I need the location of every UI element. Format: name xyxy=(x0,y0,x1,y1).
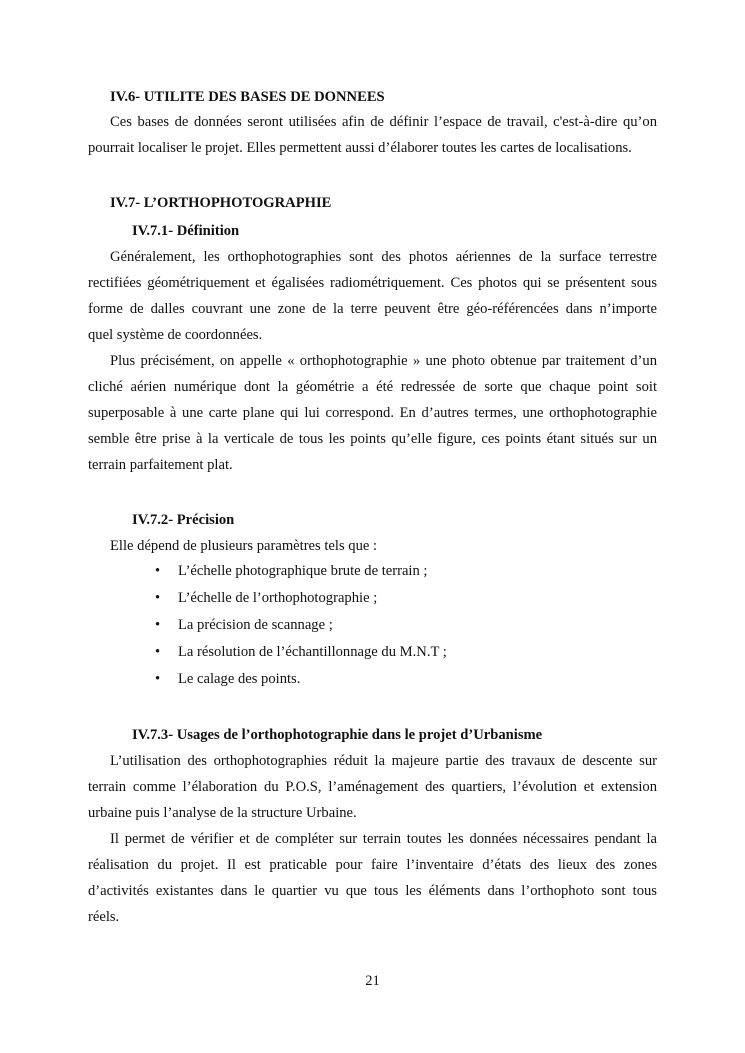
text-line: terrain parfaitement plat. xyxy=(88,457,233,473)
text-line: réalisation du projet. Il est praticable pour faire l’inventaire d’états des lieux des zones xyxy=(88,857,657,873)
text-line: Plus précisément, on appelle « orthophotographie » une photo obtenue par traitement d’un xyxy=(110,353,657,369)
paragraph-iv71-2 xyxy=(88,348,657,478)
list-item xyxy=(155,639,447,666)
text-line: rectifiées géométriquement et égalisées radiométriquement. Ces photos qui se présentent sous xyxy=(88,275,657,291)
paragraph-iv71-1 xyxy=(88,244,657,348)
heading-iv72: IV.7.2- Précision xyxy=(132,512,235,528)
text-line: quel système de coordonnées. xyxy=(88,327,263,343)
text-line: superposable à une carte plane qui lui correspond. En d’autres termes, une orthophotographie xyxy=(88,405,657,421)
list-item xyxy=(155,666,447,693)
paragraph-iv73-1 xyxy=(88,748,657,826)
bullet-icon: • xyxy=(155,590,161,606)
list-item xyxy=(155,558,447,585)
heading-iv73: IV.7.3- Usages de l’orthophotographie dans le projet d’Urbanisme xyxy=(132,727,543,743)
text-line: semble être prise à la verticale de tous les points qu’elle figure, ces points étant situés sur un xyxy=(88,431,657,447)
heading-iv71: IV.7.1- Définition xyxy=(132,223,240,239)
heading-iv7: IV.7- L’ORTHOPHOTOGRAPHIE xyxy=(110,195,332,211)
bullet-icon: • xyxy=(155,563,161,579)
text-line: Ces bases de données seront utilisées afin de définir l’espace de travail, c'est-à-dire qu’on xyxy=(110,114,657,130)
list-item-text: L’échelle de l’orthophotographie ; xyxy=(178,590,378,606)
list-item xyxy=(155,585,447,612)
paragraph-iv73-2 xyxy=(88,826,657,930)
list-item-text: La précision de scannage ; xyxy=(178,617,333,633)
text-line: réels. xyxy=(88,909,120,925)
page-number: 21 xyxy=(365,973,380,989)
heading-iv6: IV.6- UTILITE DES BASES DE DONNEES xyxy=(110,89,385,105)
text-line: L’utilisation des orthophotographies réduit la majeure partie des travaux de descente sur xyxy=(110,753,657,769)
list-item xyxy=(155,612,447,639)
text-line: pourrait localiser le projet. Elles permettent aussi d’élaborer toutes les cartes de localisations. xyxy=(88,140,632,156)
text-line: terrain comme l’élaboration du P.O.S, l’aménagement des quartiers, l’évolution et extension xyxy=(88,779,657,795)
text-line: forme de dalles couvrant une zone de la terre peuvent être géo-référencées dans n’importe xyxy=(88,301,657,317)
list-item-text: La résolution de l’échantillonnage du M.N.T ; xyxy=(178,644,447,660)
text-line: cliché aérien numérique dont la géométrie a été redressée de sorte que chaque point soit xyxy=(88,379,657,395)
bullet-icon: • xyxy=(155,617,161,633)
text-line: Il permet de vérifier et de compléter sur terrain toutes les données nécessaires pendant la xyxy=(110,831,657,847)
paragraph-iv6 xyxy=(88,109,657,161)
list-item-text: L’échelle photographique brute de terrain ; xyxy=(178,563,428,579)
text-line: urbaine puis l’analyse de la structure Urbaine. xyxy=(88,805,357,821)
list-item-text: Le calage des points. xyxy=(178,671,301,687)
text-line: Généralement, les orthophotographies sont des photos aériennes de la surface terrestre xyxy=(110,249,657,265)
bullet-list xyxy=(155,558,447,693)
intro-iv72: Elle dépend de plusieurs paramètres tels que : xyxy=(110,538,378,554)
bullet-icon: • xyxy=(155,644,161,660)
text-line: d’activités existantes dans le quartier vu que tous les éléments dans l’orthophoto sont tous xyxy=(88,883,657,899)
bullet-icon: • xyxy=(155,671,161,687)
